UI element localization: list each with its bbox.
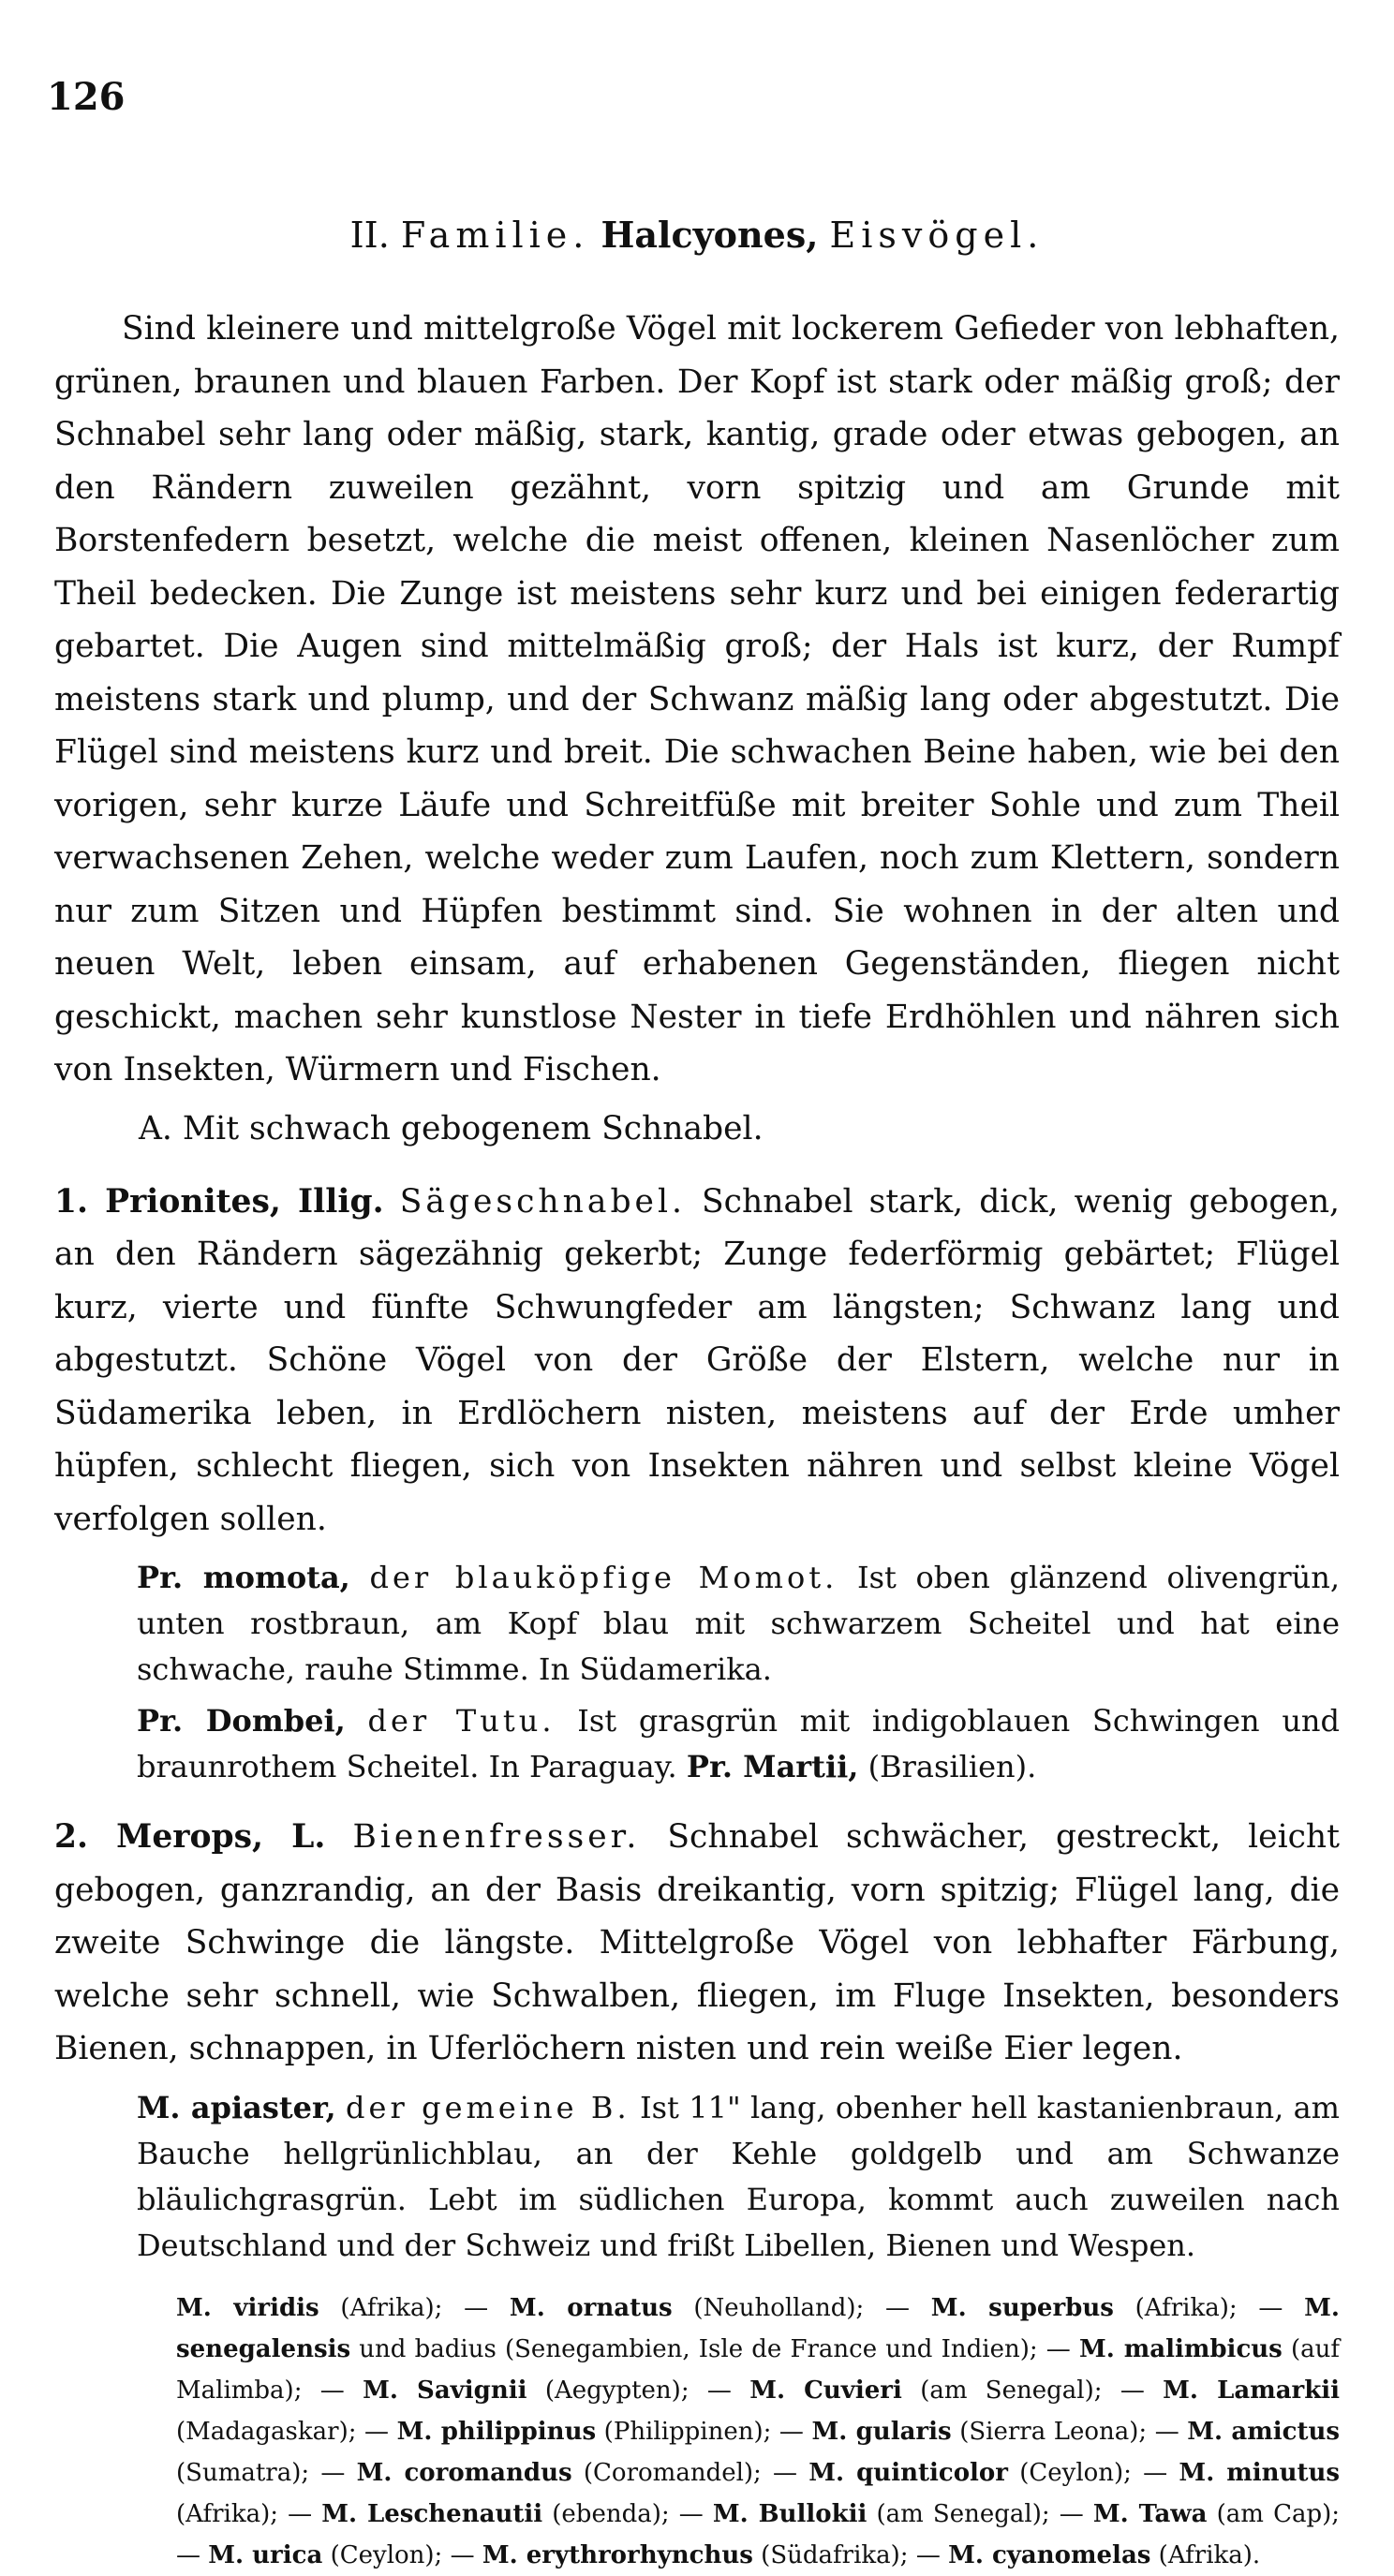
species-list-location: (Afrika); <box>319 2293 443 2322</box>
family-numeral: II. <box>349 215 390 256</box>
species-list-name: M. cyanomelas <box>948 2540 1151 2569</box>
species-list-location: (Neuholland); <box>672 2293 865 2322</box>
species-list-name: M. gularis <box>811 2417 952 2446</box>
species-list-location: (Sumatra); <box>176 2458 310 2487</box>
page-number: 126 <box>47 75 126 119</box>
species-list-location: (Afrika); <box>1113 2293 1238 2322</box>
species-name: M. apiaster, <box>137 2089 336 2125</box>
species-description: Ist 11" lang, obenher hell kastanienbraun, am Bauche hellgrünlichblau, an der Kehle goldgelb und am Schwanze bläulichgrasgrün. Lebt im südlichen Europa, kommt auch zuweilen nach Deutschland und der Schweiz und frißt Libellen, Bienen und Wespen. <box>137 2089 1341 2263</box>
species-list-name: M. quinticolor <box>808 2458 1008 2487</box>
species-list-location: und badius (Senegambien, Isle de France und Indien); <box>350 2334 1038 2363</box>
species-name: Pr. momota, <box>137 1560 350 1595</box>
species-list-location: (Madagaskar); <box>176 2417 357 2446</box>
species-list-location: (Ceylon); <box>1007 2458 1132 2487</box>
genus-german-name: Bienenfresser. <box>352 1818 641 1856</box>
species-list-name: M. minutus <box>1179 2458 1341 2487</box>
species-list-name: M. Savignii <box>363 2376 527 2405</box>
species-momota <box>137 1555 1340 1693</box>
species-german-name: der blauköpfige Momot. <box>369 1560 838 1595</box>
species-list-entry <box>397 2418 772 2446</box>
genus-german-name: Sägeschnabel. <box>399 1182 686 1221</box>
species-list-location: (Ceylon); <box>322 2540 443 2569</box>
species-list-name: M. senegalensis <box>176 2293 1340 2363</box>
species-list-name: M. urica <box>208 2540 323 2569</box>
genus-merops <box>54 1811 1340 2076</box>
species-list-entry <box>713 2500 1050 2528</box>
species-list-entry <box>931 2294 1238 2322</box>
species-list-name: M. amictus <box>1187 2417 1341 2446</box>
species-dombei <box>137 1698 1340 1790</box>
species-list-name: M. superbus <box>930 2293 1114 2322</box>
genus-name: 1. Prionites, Illig. <box>54 1182 384 1221</box>
species-list-name: M. Cuvieri <box>749 2376 902 2405</box>
species-list: M. viridis (Afrika); — M. ornatus (Neuholland); — M. superbus (Afrika); — M. senegalensis und badius (Senegambien, Isle de France und Indien); — M. malimbicus (auf Malimba); — M. Savignii (Aegypten); — M. Cuvieri (am Senegal); — M. Lamarkii (Madagaskar); — M. philippinus (Philippinen); — M. gularis (Sierra Leona); — M. amictus (Sumatra); — M. coromandus (Coromandel); — M. quinticolor (Ceylon); — M. minutus (Afrika); — M. Leschenautii (ebenda); — M. Bullokii (am Senegal); — M. Tawa (am Cap); — M. urica (Ceylon); — M. erythrorhynchus (Südafrika); — M. cyanomelas (Afrika). <box>176 2293 1341 2569</box>
genus-description: Schnabel schwächer, gestreckt, leicht gebogen, ganzrandig, an der Basis dreikantig, vorn spitzig; Flügel lang, die zweite Schwinge die längste. Mittelgroße Vögel von lebhafter Färbung, welche sehr schnell, wie Schwalben, fliegen, im Fluge Insekten, besonders Bienen, schnappen, in Uferlöchern nisten und rein weiße Eier legen. <box>54 1818 1341 2067</box>
species-list-location: (am Senegal); <box>867 2499 1050 2528</box>
species-list-name: M. viridis <box>176 2293 319 2322</box>
species-german-name: der Tutu. <box>367 1703 556 1739</box>
family-description: Sind kleinere und mittelgroße Vögel mit lockerem Gefieder von lebhaften, grünen, braunen und blauen Farben. Der Kopf ist stark oder mäßig groß; der Schnabel sehr lang oder mäßig, stark, kantig, grade oder etwas gebogen, an den Rändern zuweilen gezähnt, vorn spitzig und am Grunde mit Borstenfedern besetzt, welche die meist offenen, kleinen Nasenlöcher zum Theil bedecken. Die Zunge ist meistens sehr kurz und bei einigen federartig gebartet. Die Augen sind mittelmäßig groß; der Hals ist kurz, der Rumpf meistens stark und plump, und der Schwanz mäßig lang oder abgestutzt. Die Flügel sind meistens kurz und breit. Die schwachen Beine haben, wie bei den vorigen, sehr kurze Läufe und Schreitfüße mit breiter Sohle und zum Theil verwachsenen Zehen, welche weder zum Laufen, noch zum Klettern, sondern nur zum Sitzen und Hüpfen bestimmt sind. Sie wohnen in der alten und neuen Welt, leben einsam, auf erhabenen Gegenständen, fliegen nicht geschickt, machen sehr kunstlose Nester in tiefe Erdhöhlen und nähren sich von Insekten, Würmern und Fischen. <box>54 310 1340 1088</box>
species-list-entry <box>321 2500 669 2528</box>
subsection-heading: A. Mit schwach gebogenem Schnabel. <box>139 1109 764 1147</box>
species-name-martii: Pr. Martii, <box>686 1749 859 1784</box>
species-list-name: M. coromandus <box>356 2458 572 2487</box>
species-german-name: der gemeine B. <box>346 2089 630 2125</box>
species-list-location: (ebenda); <box>542 2499 670 2528</box>
species-list-entry <box>357 2459 762 2487</box>
family-latin-name: Halcyones, <box>601 214 819 256</box>
species-list-location: (Südafrika); <box>752 2540 909 2569</box>
species-description: Ist oben glänzend olivengrün, unten rostbraun, am Kopf blau mit schwarzem Scheitel und hat eine schwache, rauhe Stimme. In Südamerika. <box>137 1560 1341 1687</box>
species-list-name: M. ornatus <box>509 2293 673 2322</box>
species-list-entry <box>510 2294 864 2322</box>
species-list-location: (auf Malimba); <box>176 2334 1340 2405</box>
species-list-name: M. philippinus <box>396 2417 597 2446</box>
species-list-name: M. Bullokii <box>712 2499 868 2528</box>
species-list-name: M. Lamarkii <box>1163 2376 1341 2405</box>
family-heading <box>54 214 1340 256</box>
species-list-location: (Afrika). <box>1150 2540 1261 2569</box>
species-list-entry <box>811 2418 1147 2446</box>
species-name: Pr. Dombei, <box>137 1703 346 1739</box>
species-list-location: (Aegypten); <box>526 2376 690 2405</box>
species-list-location: (am Senegal); <box>901 2376 1103 2405</box>
species-list-location: (Sierra Leona); <box>951 2417 1148 2446</box>
species-description: Ist grasgrün mit indigoblauen Schwingen und braunrothem Scheitel. In Paraguay. <box>137 1703 1341 1784</box>
species-list-entry <box>482 2541 909 2569</box>
species-list-location: (Afrika); <box>176 2499 278 2528</box>
species-list-name: M. malimbicus <box>1078 2334 1283 2363</box>
species-apiaster <box>137 2085 1340 2269</box>
species-list-location: (Coromandel); <box>571 2458 762 2487</box>
genus-prionites <box>54 1176 1340 1547</box>
species-list-name: M. Leschenautii <box>321 2499 543 2528</box>
species-list-entry <box>363 2376 689 2405</box>
species-list-location: (Philippinen); <box>596 2417 772 2446</box>
species-list-name: M. erythrorhynchus <box>482 2540 753 2569</box>
species-list-name: M. Tawa <box>1092 2499 1208 2528</box>
genus-name: 2. Merops, L. <box>54 1818 326 1856</box>
species-list-entry <box>176 2294 442 2322</box>
family-word: Familie. <box>400 215 590 256</box>
species-list-location: (am Cap); <box>1207 2499 1341 2528</box>
species-list-entry <box>808 2459 1132 2487</box>
genus-description: Schnabel stark, dick, wenig gebogen, an den Rändern sägezähnig gekerbt; Zunge federförmig gebärtet; Flügel kurz, vierte und fünfte Schwungfeder am längsten; Schwanz lang und abgestutzt. Schöne Vögel von der Größe der Elstern, welche nur in Südamerika leben, in Erdlöchern nisten, meistens auf der Erde umher hüpfen, schlecht fliegen, sich von Insekten nähren und selbst kleine Vögel verfolgen sollen. <box>54 1182 1341 1538</box>
family-german-name: Eisvögel. <box>829 215 1045 256</box>
species-list-entry <box>749 2376 1102 2405</box>
species-list-entry <box>1093 2500 1340 2528</box>
species-location-martii: (Brasilien). <box>868 1749 1037 1784</box>
species-list-entry <box>208 2541 442 2569</box>
species-list-entry <box>948 2541 1260 2569</box>
